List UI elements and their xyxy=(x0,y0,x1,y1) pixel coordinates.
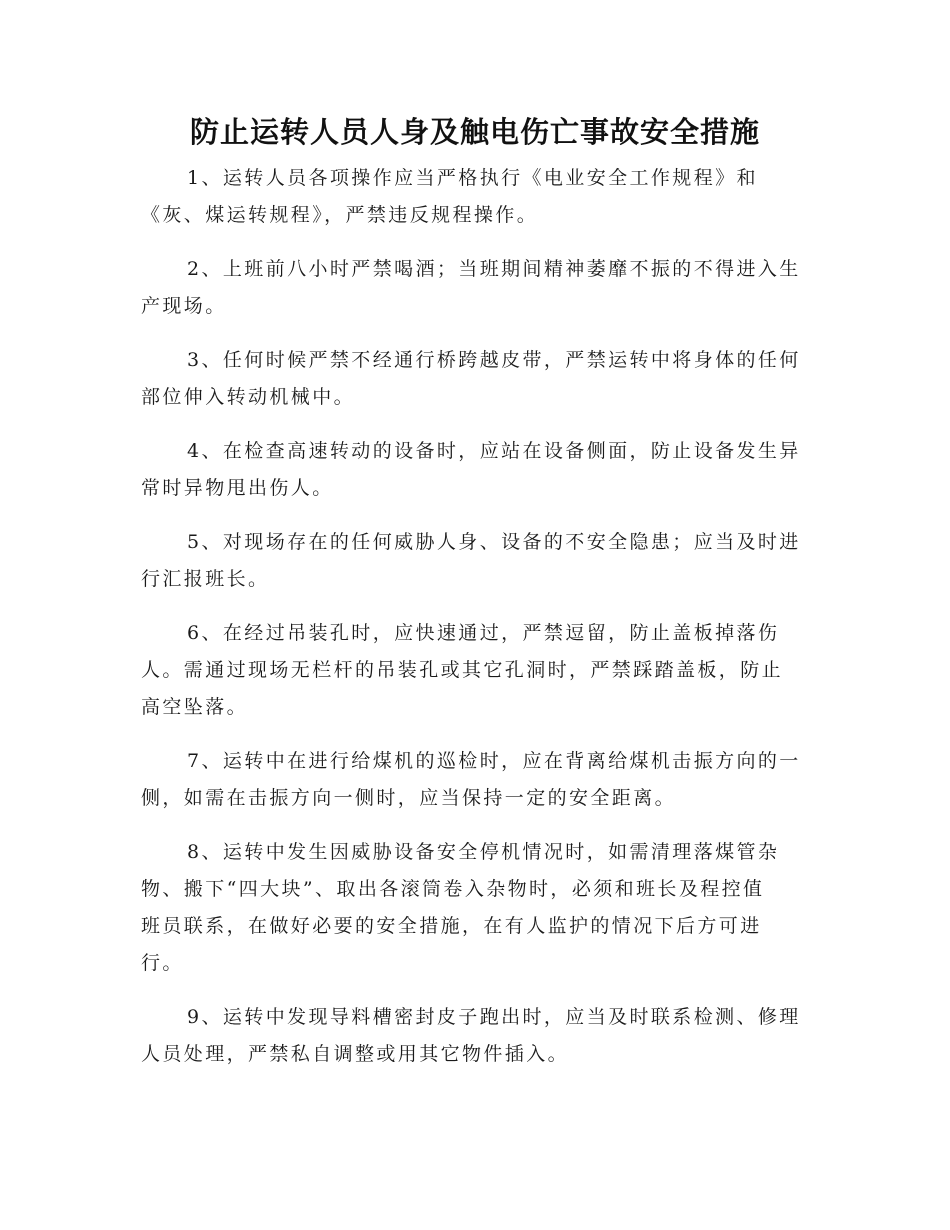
paragraph-9 xyxy=(141,999,809,1073)
paragraph-line: 人员处理，严禁私自调整或用其它物件插入。 xyxy=(141,1043,570,1065)
paragraph-4 xyxy=(141,433,809,507)
paragraph-line: 高空坠落。 xyxy=(141,696,249,718)
paragraph-line: 物、搬下“四大块”、取出各滚筒卷入杂物时，必须和班长及程控值 xyxy=(141,878,765,900)
paragraph-1 xyxy=(141,160,809,234)
paragraph-7 xyxy=(141,743,809,817)
paragraph-line: 班员联系，在做好必要的安全措施，在有人监护的情况下后方可进 xyxy=(141,915,762,937)
document-body xyxy=(141,160,809,1090)
paragraph-8 xyxy=(141,834,809,982)
paragraph-line: 1、运转人员各项操作应当严格执行《电业安全工作规程》和 xyxy=(187,167,758,189)
paragraph-line: 5、对现场存在的任何威胁人身、设备的不安全隐患；应当及时进 xyxy=(187,531,801,553)
paragraph-line: 2、上班前八小时严禁喝酒；当班期间精神萎靡不振的不得进入生 xyxy=(187,258,801,280)
paragraph-line: 4、在检查高速转动的设备时，应站在设备侧面，防止设备发生异 xyxy=(187,440,801,462)
paragraph-3 xyxy=(141,342,809,416)
paragraph-line: 行。 xyxy=(141,952,184,974)
document-title: 防止运转人员人身及触电伤亡事故安全措施 xyxy=(189,115,760,149)
paragraph-line: 8、运转中发生因威胁设备安全停机情况时，如需清理落煤管杂 xyxy=(187,841,780,863)
paragraph-2 xyxy=(141,251,809,325)
paragraph-line: 部位伸入转动机械中。 xyxy=(141,386,356,408)
paragraph-line: 7、运转中在进行给煤机的巡检时，应在背离给煤机击振方向的一 xyxy=(187,750,801,772)
paragraph-line: 人。需通过现场无栏杆的吊装孔或其它孔洞时，严禁踩踏盖板，防止 xyxy=(141,659,784,681)
paragraph-line: 行汇报班长。 xyxy=(141,568,270,590)
paragraph-line: 6、在经过吊装孔时，应快速通过，严禁逗留，防止盖板掉落伤 xyxy=(187,622,780,644)
paragraph-line: 3、任何时候严禁不经通行桥跨越皮带，严禁运转中将身体的任何 xyxy=(187,349,801,371)
paragraph-6 xyxy=(141,615,809,726)
paragraph-line: 9、运转中发现导料槽密封皮子跑出时，应当及时联系检测、修理 xyxy=(187,1006,801,1028)
paragraph-line: 常时异物甩出伤人。 xyxy=(141,477,334,499)
paragraph-5 xyxy=(141,524,809,598)
paragraph-line: 《灰、煤运转规程》，严禁违反规程操作。 xyxy=(141,204,539,226)
paragraph-line: 侧，如需在击振方向一侧时，应当保持一定的安全距离。 xyxy=(141,787,677,809)
paragraph-line: 产现场。 xyxy=(141,295,227,317)
